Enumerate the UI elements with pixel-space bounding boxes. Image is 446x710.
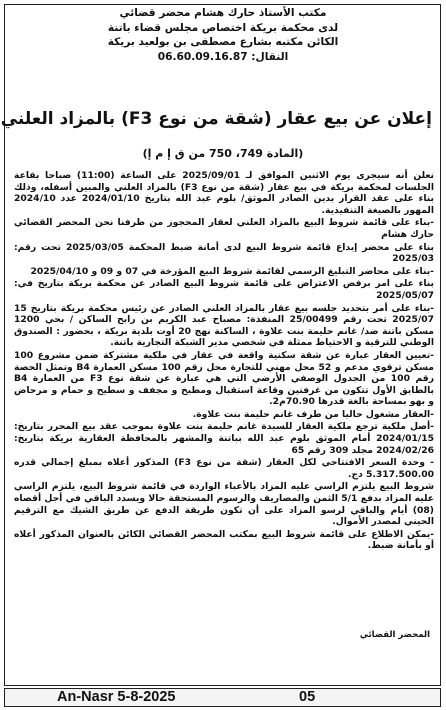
body-paragraph: نعلن أنه سيجرى يوم الاثنين الموافق لـ 2025/09/01 على الساعة (11:00) صباحا بقاعة الجلسات لمحكمة بريكة في بيع عقار (شقة من نوع F3) بالمزاد العلني والمبين أسفله، وذلك بناء على عقد القرار بدين الصادر الموثق/ بلوم عبد الله بتاريخ 2024/01/10 عدد 2024/10 المهور بالصيغة التنفيذية.	[14, 170, 435, 216]
page-number: 05	[299, 689, 316, 705]
announcement-body	[14, 170, 434, 553]
legal-article: (المادة 749، 750 من ق إ م إ)	[142, 147, 304, 160]
body-paragraph: بناء على محضر إيداع قائمة شروط البيع لدى أمانة ضبط المحكمة 2025/03/05 تحت رقم: 2025/03	[14, 241, 434, 265]
office-address: الكائن مكتبه بشارع مصطفى بن بولعيد بريكة	[107, 36, 339, 49]
body-paragraph: -بناء على محاضر التبليغ الرسمي لقائمة شروط البيع المؤرخة في 07 و 09 و 2025/04/10	[30, 265, 434, 277]
office-phone: النقال: 06.60.09.16.87	[157, 50, 289, 63]
body-paragraph: - وحدة السعر الافتتاحي لكل العقار (شقة من نوع F3) المذكور أعلاه بمبلغ إجمالي قدره 5.317.500.00 دج.	[14, 457, 434, 480]
office-name: مكتب الأستاذ حارك هشام محضر قضائي	[119, 7, 327, 19]
body-paragraph: -بناء على قائمة شروط البيع بالمزاد العلني لعقار المحجوز من طرفنا نحن المحضر القضائي حارك هشام	[14, 217, 434, 240]
body-paragraph: -بناء على أمر بتحديد جلسه بيع عقار بالمزاد العلني الصادر عن رئيس محكمة بريكة بتاريخ 15 2025/07 تحت رقم 25/00499 المنفذة: مصباح عبد الكريم بن رابح الساكن / بحي 1200 مسكن باتنة ضد/ غانم حليمة بنت علاوة ، الساكنة نهج 20 أوت بلدية بريكة ، بحضور : الصندوق الوطني للترقية و الاحتياط ممثلة في شخصي مدير الشبكة التجارية باتنة.	[14, 302, 435, 349]
announcement-title: إعلان عن بيع عقار (شقة من نوع F3) بالمزاد العلني	[0, 109, 432, 129]
office-header	[14, 6, 432, 64]
signature-label: المحضر القضائي	[359, 630, 430, 640]
body-paragraph: -يمكن الاطلاع على قائمة شروط البيع بمكتب المحضر القضائي الكائن بالعنوان المذكور أعلاه أو بأمانة ضبط.	[14, 528, 434, 552]
body-paragraph: -تعيين العقار عبارة عن شقة سكنية واقعة في عقار في ملكية مشتركة ضمن مشروع 100 مسكن ترقوي مدعم و 52 محل مهني للتجارة محل رقم 100 مسكن العمارة B4 وتمثل الحصة رقم 100 من الجدول الوصفي الأرضي التي هي عبارة عن شقة نوع F3 من العمارة B4 بالطابق الأول تتكون من غرفتين وقاعة استقبال ومطبخ و مجفف و سطيح و حمام و مرحاض و بهو بمساحة بالغة قدرها 70.90م2.	[14, 349, 434, 408]
newspaper-name-date: An-Nasr 5-8-2025	[57, 689, 176, 705]
body-paragraph: شروط البيع يلتزم الراسي عليه المزاد بالأعباء الواردة في قائمة شروط البيع، يلتزم الراسي عليه المزاد بدفع 5/1 الثمن والمصاريف والرسوم المستحقة حالا ويسدد الباقي في أجل أقصاه (08) أيام والباقي لرسو المزاد على أن تكون طريقة الدفع عن طريق الشيك مع الترقيم الحيني لمصدر الأموال.	[14, 481, 434, 528]
body-paragraph: -العقار مشغول حاليا من طرف غانم حليمة بنت علاوة.	[192, 408, 434, 420]
newspaper-footer	[4, 688, 441, 707]
court-line: لدى محكمة بريكة اختصاص مجلس قضاء باتنة	[107, 21, 339, 34]
body-paragraph: -أصل ملكية ترجع ملكية العقار للسيدة غانم حليمة بنت علاوة بموجب عقد بيع المحرر بتاريخ: 2024/01/15 أمام الموثق بلوم عبد الله بباتنة والمشهر بالمحافظة العقارية بريكة بتاريخ: 2024/02/26 مجلد 309 رقم 65	[14, 421, 434, 456]
body-paragraph: بناء على امر برفض الاعتراض على قائمة شروط البيع الصادر عن محكمة بريكة بتاريخ في: 2025/05/07	[14, 278, 434, 301]
